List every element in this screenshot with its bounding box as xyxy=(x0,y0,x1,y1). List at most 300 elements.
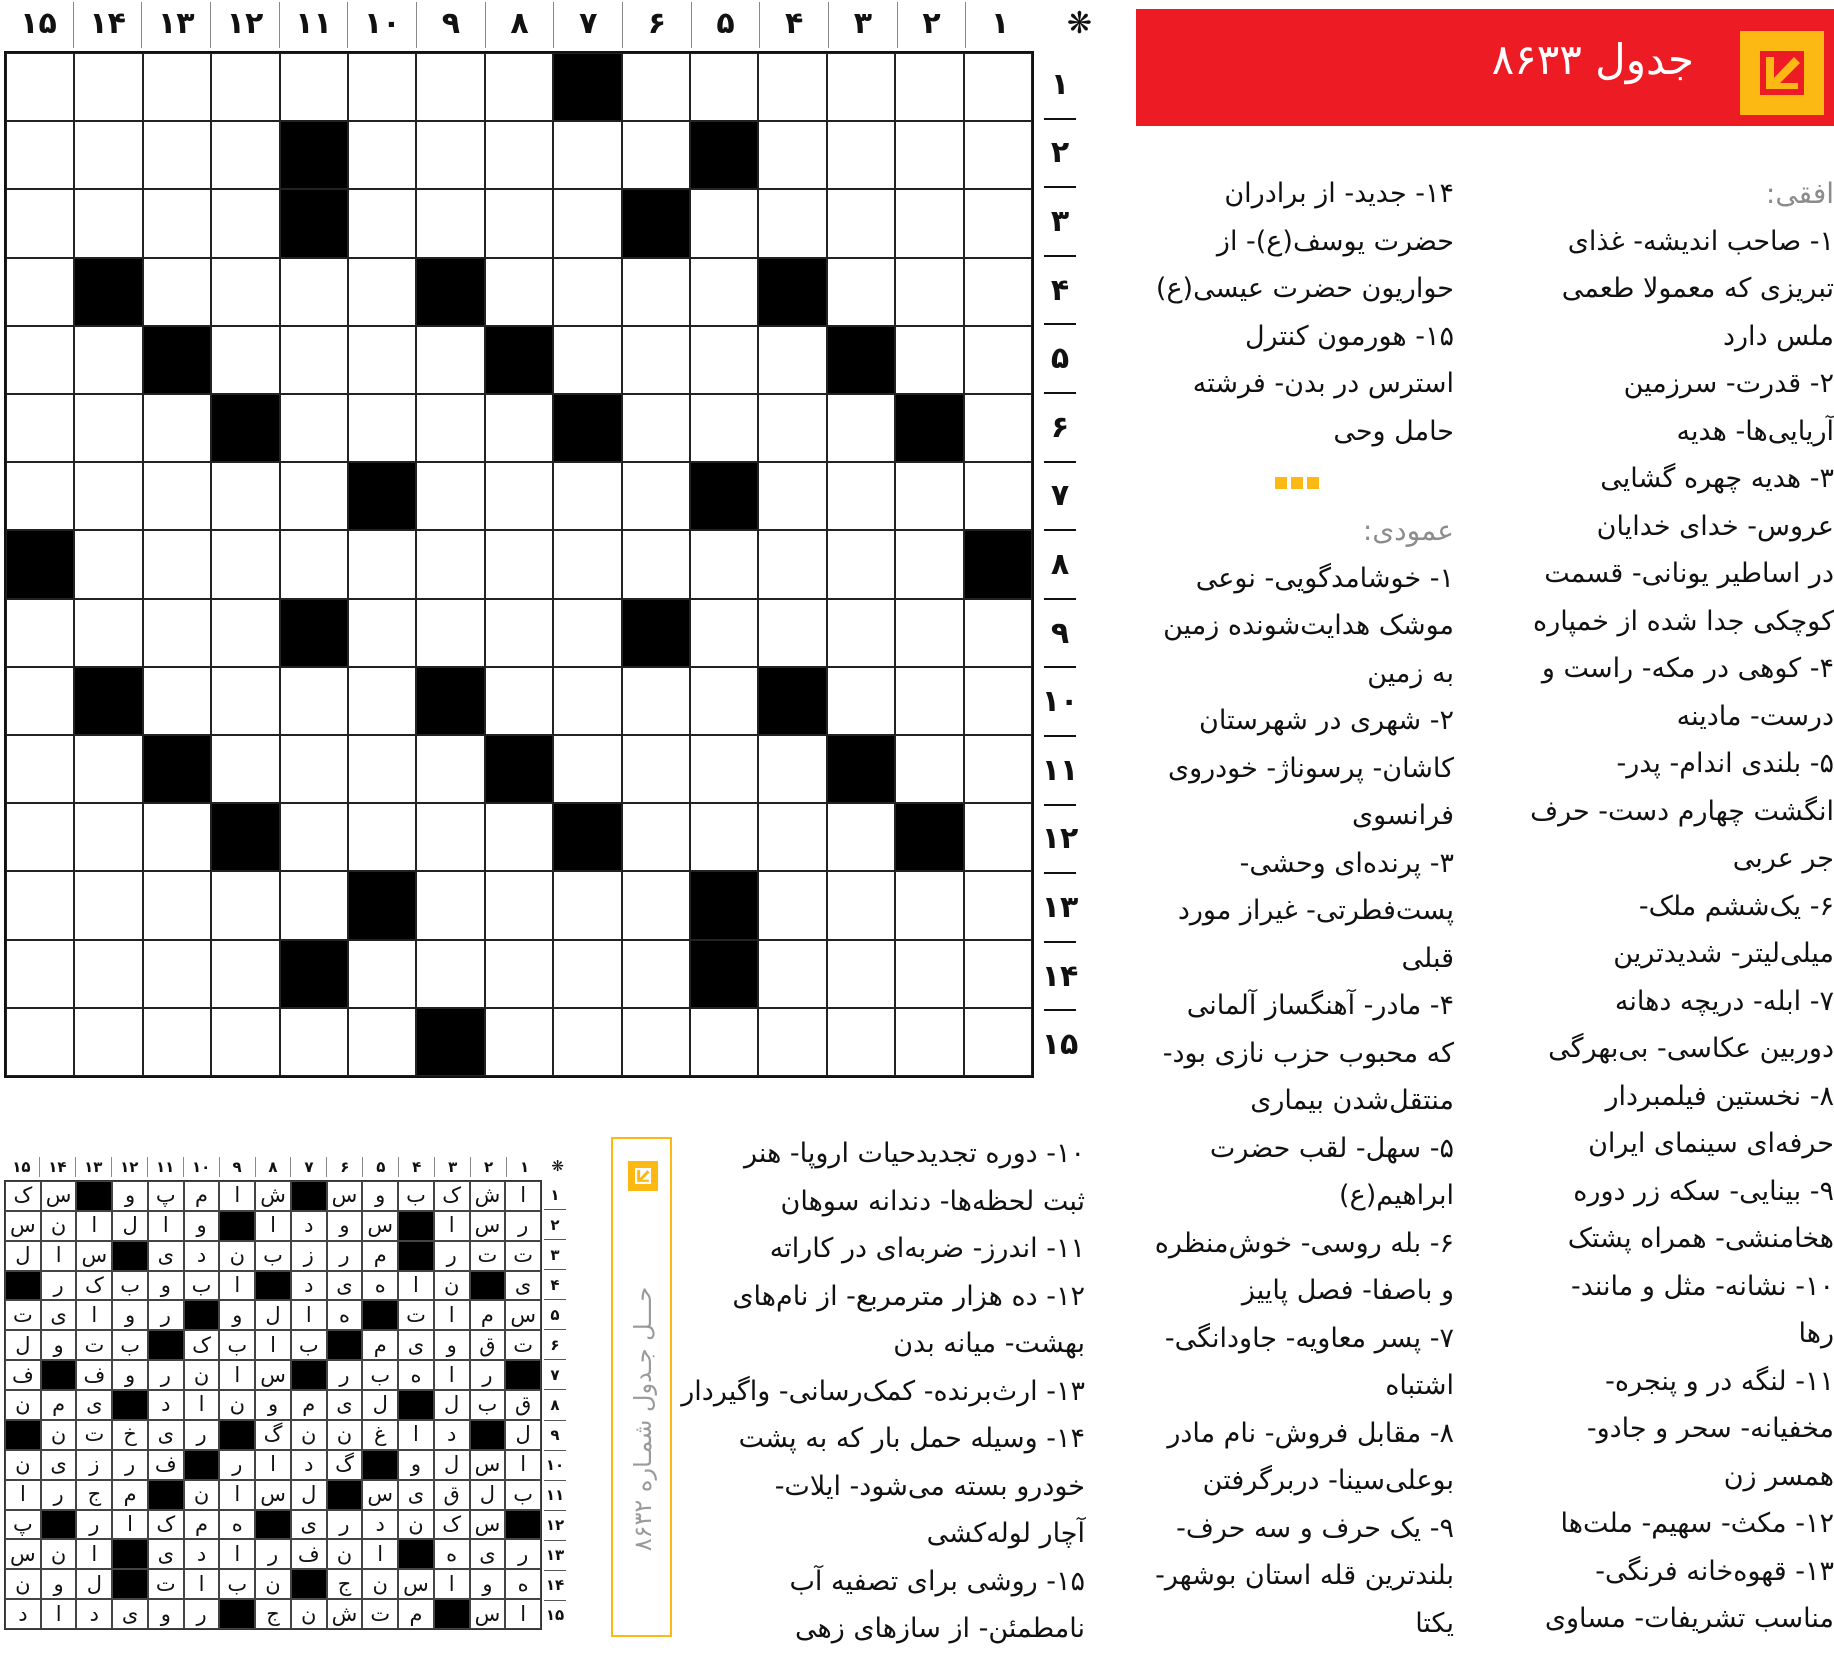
grid-cell[interactable] xyxy=(895,258,963,326)
grid-cell[interactable] xyxy=(690,1008,758,1076)
solution-cell: ن xyxy=(184,1480,220,1510)
grid-cell[interactable] xyxy=(827,667,895,735)
grid-cell[interactable] xyxy=(143,394,211,462)
grid-cell[interactable] xyxy=(690,258,758,326)
grid-cell[interactable] xyxy=(74,530,142,598)
grid-cell[interactable] xyxy=(485,121,553,189)
grid-cell[interactable] xyxy=(74,599,142,667)
grid-cell[interactable] xyxy=(964,803,1032,871)
grid-cell[interactable] xyxy=(553,189,621,257)
grid-cell[interactable] xyxy=(964,189,1032,257)
grid-cell[interactable] xyxy=(758,53,826,121)
grid-cell[interactable] xyxy=(964,121,1032,189)
grid-cell[interactable] xyxy=(964,735,1032,803)
grid-cell[interactable] xyxy=(485,530,553,598)
grid-cell[interactable] xyxy=(622,667,690,735)
grid-cell[interactable] xyxy=(895,189,963,257)
solution-cell: ا xyxy=(505,1450,541,1480)
grid-cell[interactable] xyxy=(6,1008,74,1076)
black-cell xyxy=(348,462,416,530)
grid-cell[interactable] xyxy=(416,735,484,803)
solution-cell: ا xyxy=(255,1211,291,1241)
across-clues-continued xyxy=(1140,170,1454,455)
clue-line: هخامنشی- همراه پشتک xyxy=(1567,1223,1834,1254)
clue-line: ۵- بلندی اندام- پدر- xyxy=(1616,748,1834,779)
grid-cell[interactable] xyxy=(553,871,621,939)
grid-cell[interactable] xyxy=(964,394,1032,462)
black-cell xyxy=(211,803,279,871)
grid-cell[interactable] xyxy=(280,258,348,326)
grid-cell[interactable] xyxy=(827,189,895,257)
row-number: ۶ xyxy=(1044,394,1076,463)
grid-cell[interactable] xyxy=(74,121,142,189)
solution-cell: ا xyxy=(398,1420,434,1450)
grid-cell[interactable] xyxy=(6,599,74,667)
grid-cell[interactable] xyxy=(211,940,279,1008)
black-cell xyxy=(690,121,758,189)
grid-cell[interactable] xyxy=(758,530,826,598)
solution-cell: ر xyxy=(470,1360,506,1390)
grid-cell[interactable] xyxy=(553,258,621,326)
black-cell xyxy=(622,189,690,257)
grid-cell[interactable] xyxy=(416,394,484,462)
solution-cell: ش xyxy=(255,1181,291,1211)
solution-cell: ق xyxy=(470,1330,506,1360)
solution-black-cell xyxy=(291,1360,327,1390)
grid-cell[interactable] xyxy=(622,394,690,462)
grid-cell[interactable] xyxy=(416,462,484,530)
clue-line: کوچکی جدا شده از خمپاره xyxy=(1533,605,1834,637)
column-number: ۶ xyxy=(622,2,691,48)
solution-cell: ل xyxy=(255,1300,291,1330)
grid-cell[interactable] xyxy=(416,326,484,394)
solution-cell: د xyxy=(291,1271,327,1301)
grid-cell[interactable] xyxy=(211,735,279,803)
grid-cell[interactable] xyxy=(758,871,826,939)
solution-cell: ن xyxy=(41,1211,77,1241)
solution-cell: ا xyxy=(219,1181,255,1211)
grid-cell[interactable] xyxy=(690,735,758,803)
solution-cell: ل xyxy=(362,1390,398,1420)
grid-cell[interactable] xyxy=(485,871,553,939)
row-number: ۹ xyxy=(1044,600,1076,669)
grid-cell[interactable] xyxy=(827,462,895,530)
grid-cell[interactable] xyxy=(6,53,74,121)
grid-cell[interactable] xyxy=(895,121,963,189)
grid-cell[interactable] xyxy=(280,871,348,939)
solution-black-cell xyxy=(362,1450,398,1480)
solution-cell: ج xyxy=(327,1569,363,1599)
grid-cell[interactable] xyxy=(143,667,211,735)
solution-cell: ت xyxy=(505,1330,541,1360)
grid-cell[interactable] xyxy=(622,121,690,189)
grid-cell[interactable] xyxy=(143,53,211,121)
grid-cell[interactable] xyxy=(553,667,621,735)
grid-cell[interactable] xyxy=(758,189,826,257)
grid-cell[interactable] xyxy=(6,121,74,189)
solution-cell: ی xyxy=(148,1241,184,1271)
grid-cell[interactable] xyxy=(6,940,74,1008)
grid-cell[interactable] xyxy=(758,121,826,189)
grid-cell[interactable] xyxy=(964,871,1032,939)
solution-row-numbers xyxy=(544,1180,566,1630)
grid-cell[interactable] xyxy=(827,394,895,462)
grid-cell[interactable] xyxy=(690,530,758,598)
grid-cell[interactable] xyxy=(690,189,758,257)
grid-cell[interactable] xyxy=(416,530,484,598)
grid-cell[interactable] xyxy=(416,599,484,667)
clue-line: نامطمئن- از سازهای زهی xyxy=(795,1613,1085,1644)
black-cell xyxy=(895,803,963,871)
grid-cell[interactable] xyxy=(348,189,416,257)
solution-cell: م xyxy=(362,1330,398,1360)
grid-cell[interactable] xyxy=(211,121,279,189)
grid-cell[interactable] xyxy=(143,121,211,189)
solution-cell: ا xyxy=(434,1569,470,1599)
grid-cell[interactable] xyxy=(280,326,348,394)
grid-cell[interactable] xyxy=(690,599,758,667)
solution-black-cell xyxy=(470,1420,506,1450)
grid-cell[interactable] xyxy=(964,53,1032,121)
solution-cell: ا xyxy=(219,1271,255,1301)
grid-cell[interactable] xyxy=(348,394,416,462)
crossword-grid[interactable] xyxy=(4,51,1034,1078)
solution-black-cell xyxy=(184,1300,220,1330)
grid-cell[interactable] xyxy=(416,803,484,871)
solution-cell: ن xyxy=(5,1569,41,1599)
grid-column-numbers xyxy=(4,2,1092,48)
solution-cell: و xyxy=(148,1599,184,1629)
grid-cell[interactable] xyxy=(827,530,895,598)
black-cell xyxy=(895,394,963,462)
solution-cell: ن xyxy=(327,1420,363,1450)
grid-cell[interactable] xyxy=(690,667,758,735)
solution-cell: ت xyxy=(362,1599,398,1629)
black-cell xyxy=(280,189,348,257)
grid-cell[interactable] xyxy=(485,667,553,735)
solution-cell: ی xyxy=(76,1390,112,1420)
grid-cell[interactable] xyxy=(964,599,1032,667)
grid-cell[interactable] xyxy=(143,530,211,598)
grid-cell[interactable] xyxy=(6,667,74,735)
grid-cell[interactable] xyxy=(622,871,690,939)
column-number: ۸ xyxy=(255,1157,291,1177)
grid-cell[interactable] xyxy=(827,1008,895,1076)
grid-cell[interactable] xyxy=(964,667,1032,735)
grid-cell[interactable] xyxy=(143,940,211,1008)
solution-cell: ل xyxy=(5,1330,41,1360)
grid-cell[interactable] xyxy=(758,326,826,394)
black-cell xyxy=(6,530,74,598)
grid-cell[interactable] xyxy=(143,1008,211,1076)
grid-cell[interactable] xyxy=(348,735,416,803)
grid-cell[interactable] xyxy=(211,258,279,326)
grid-cell[interactable] xyxy=(827,258,895,326)
grid-cell[interactable] xyxy=(6,871,74,939)
grid-cell[interactable] xyxy=(485,394,553,462)
solution-cell: ا xyxy=(219,1360,255,1390)
solution-cell: ا xyxy=(76,1539,112,1569)
grid-cell[interactable] xyxy=(690,53,758,121)
grid-cell[interactable] xyxy=(211,530,279,598)
solution-black-cell xyxy=(219,1599,255,1629)
grid-cell[interactable] xyxy=(758,1008,826,1076)
solution-black-cell xyxy=(398,1211,434,1241)
clue-line: ۱۰- دوره تجدیدحیات اروپا- هنر xyxy=(744,1138,1085,1169)
grid-cell[interactable] xyxy=(553,735,621,803)
grid-cell[interactable] xyxy=(485,803,553,871)
solution-cell: و xyxy=(148,1271,184,1301)
solution-cell: ا xyxy=(362,1539,398,1569)
column-number: ۹ xyxy=(219,1157,255,1177)
column-number: ۵ xyxy=(691,2,760,48)
solution-cell: ل xyxy=(434,1390,470,1420)
clue-line: عروس- خدای خدایان xyxy=(1596,510,1834,542)
grid-cell[interactable] xyxy=(348,599,416,667)
grid-cell[interactable] xyxy=(758,940,826,1008)
grid-cell[interactable] xyxy=(895,530,963,598)
grid-cell[interactable] xyxy=(211,599,279,667)
down-clues-continued xyxy=(681,1130,1085,1653)
grid-cell[interactable] xyxy=(280,667,348,735)
grid-cell[interactable] xyxy=(280,735,348,803)
solution-cell: ب xyxy=(362,1360,398,1390)
grid-cell[interactable] xyxy=(348,1008,416,1076)
grid-cell[interactable] xyxy=(348,530,416,598)
solution-cell: ا xyxy=(398,1271,434,1301)
grid-cell[interactable] xyxy=(827,940,895,1008)
solution-cell: ل xyxy=(76,1569,112,1599)
grid-cell[interactable] xyxy=(211,871,279,939)
grid-cell[interactable] xyxy=(74,803,142,871)
clue-line: بهشت- میانه بدن xyxy=(893,1328,1085,1359)
column-number: ۱۰ xyxy=(347,2,416,48)
grid-cell[interactable] xyxy=(280,803,348,871)
grid-cell[interactable] xyxy=(416,940,484,1008)
solution-cell: ر xyxy=(219,1450,255,1480)
grid-cell[interactable] xyxy=(553,121,621,189)
solution-cell: ن xyxy=(41,1539,77,1569)
grid-cell[interactable] xyxy=(348,803,416,871)
grid-cell[interactable] xyxy=(211,189,279,257)
grid-cell[interactable] xyxy=(211,326,279,394)
solution-cell: ر xyxy=(41,1480,77,1510)
grid-cell[interactable] xyxy=(964,462,1032,530)
grid-cell[interactable] xyxy=(280,530,348,598)
grid-cell[interactable] xyxy=(553,940,621,1008)
solution-cell: و xyxy=(255,1390,291,1420)
grid-cell[interactable] xyxy=(416,121,484,189)
grid-cell[interactable] xyxy=(895,53,963,121)
grid-cell[interactable] xyxy=(348,258,416,326)
solution-cell: ر xyxy=(434,1241,470,1271)
grid-cell[interactable] xyxy=(348,326,416,394)
grid-cell[interactable] xyxy=(553,1008,621,1076)
grid-cell[interactable] xyxy=(690,394,758,462)
solution-cell: ف xyxy=(291,1539,327,1569)
grid-cell[interactable] xyxy=(758,803,826,871)
grid-cell[interactable] xyxy=(348,940,416,1008)
clue-line: دوربین عکاسی- بی‌بهرگی xyxy=(1548,1033,1834,1064)
grid-cell[interactable] xyxy=(622,803,690,871)
grid-cell[interactable] xyxy=(143,462,211,530)
grid-cell[interactable] xyxy=(553,326,621,394)
grid-cell[interactable] xyxy=(143,803,211,871)
grid-cell[interactable] xyxy=(74,871,142,939)
solution-cell: و xyxy=(41,1330,77,1360)
grid-cell[interactable] xyxy=(280,53,348,121)
grid-cell[interactable] xyxy=(143,871,211,939)
grid-cell[interactable] xyxy=(74,735,142,803)
solution-cell: ت xyxy=(470,1241,506,1271)
solution-cell: ف xyxy=(5,1360,41,1390)
grid-cell[interactable] xyxy=(485,599,553,667)
header-banner xyxy=(1136,9,1834,126)
grid-cell[interactable] xyxy=(211,1008,279,1076)
grid-cell[interactable] xyxy=(416,189,484,257)
clue-line: ۴- کوهی در مکه- راست و xyxy=(1541,653,1834,684)
grid-cell[interactable] xyxy=(74,394,142,462)
grid-cell[interactable] xyxy=(758,599,826,667)
grid-cell[interactable] xyxy=(211,462,279,530)
grid-cell[interactable] xyxy=(74,189,142,257)
column-number: ۴ xyxy=(398,1157,434,1177)
solution-black-cell xyxy=(398,1241,434,1271)
grid-cell[interactable] xyxy=(143,258,211,326)
grid-cell[interactable] xyxy=(553,530,621,598)
grid-cell[interactable] xyxy=(348,121,416,189)
grid-cell[interactable] xyxy=(74,1008,142,1076)
grid-cell[interactable] xyxy=(895,871,963,939)
solution-black-cell xyxy=(41,1360,77,1390)
grid-cell[interactable] xyxy=(485,189,553,257)
row-number: ۷ xyxy=(544,1360,566,1390)
black-cell xyxy=(485,326,553,394)
solution-cell: ر xyxy=(148,1300,184,1330)
grid-cell[interactable] xyxy=(6,394,74,462)
grid-cell[interactable] xyxy=(485,1008,553,1076)
clue-line: حرفه‌ای سینمای ایران xyxy=(1588,1128,1834,1159)
solution-cell: ی xyxy=(398,1480,434,1510)
grid-cell[interactable] xyxy=(348,53,416,121)
grid-cell[interactable] xyxy=(6,189,74,257)
grid-cell[interactable] xyxy=(211,667,279,735)
grid-cell[interactable] xyxy=(895,326,963,394)
grid-cell[interactable] xyxy=(895,599,963,667)
clue-line: استرس در بدن- فرشته xyxy=(1192,368,1454,399)
grid-cell[interactable] xyxy=(485,940,553,1008)
clue-line: ۸- نخستین فیلمبردار xyxy=(1605,1080,1834,1112)
grid-cell[interactable] xyxy=(827,871,895,939)
clue-line: حواریون حضرت عیسی(ع) xyxy=(1155,273,1454,304)
grid-cell[interactable] xyxy=(827,599,895,667)
grid-cell[interactable] xyxy=(485,258,553,326)
grid-cell[interactable] xyxy=(348,667,416,735)
clue-line: بلندترین قله استان بوشهر- xyxy=(1155,1560,1454,1591)
solution-column-numbers xyxy=(4,1157,564,1177)
grid-cell[interactable] xyxy=(964,1008,1032,1076)
grid-cell[interactable] xyxy=(6,326,74,394)
solution-cell: گ xyxy=(327,1450,363,1480)
grid-cell[interactable] xyxy=(690,803,758,871)
grid-cell[interactable] xyxy=(143,599,211,667)
grid-cell[interactable] xyxy=(553,599,621,667)
grid-cell[interactable] xyxy=(6,258,74,326)
grid-cell[interactable] xyxy=(211,53,279,121)
grid-cell[interactable] xyxy=(622,53,690,121)
grid-cell[interactable] xyxy=(827,803,895,871)
grid-cell[interactable] xyxy=(622,735,690,803)
solution-cell: ن xyxy=(219,1390,255,1420)
grid-cell[interactable] xyxy=(280,1008,348,1076)
grid-cell[interactable] xyxy=(895,462,963,530)
solution-cell: ر xyxy=(184,1599,220,1629)
solution-black-cell xyxy=(255,1271,291,1301)
grid-cell[interactable] xyxy=(964,258,1032,326)
grid-cell[interactable] xyxy=(622,940,690,1008)
grid-cell[interactable] xyxy=(622,530,690,598)
grid-cell[interactable] xyxy=(74,326,142,394)
grid-cell[interactable] xyxy=(622,258,690,326)
solution-cell: ا xyxy=(5,1480,41,1510)
grid-cell[interactable] xyxy=(553,462,621,530)
grid-cell[interactable] xyxy=(280,462,348,530)
grid-cell[interactable] xyxy=(74,462,142,530)
row-number: ۱۵ xyxy=(545,1606,565,1625)
grid-cell[interactable] xyxy=(690,326,758,394)
solution-cell: ا xyxy=(434,1360,470,1390)
solution-cell: ا xyxy=(505,1181,541,1211)
grid-cell[interactable] xyxy=(485,462,553,530)
grid-cell[interactable] xyxy=(416,871,484,939)
grid-cell[interactable] xyxy=(6,462,74,530)
grid-cell[interactable] xyxy=(827,121,895,189)
grid-cell[interactable] xyxy=(622,1008,690,1076)
grid-cell[interactable] xyxy=(758,735,826,803)
solution-cell: خ xyxy=(112,1420,148,1450)
three-dots-icon xyxy=(1140,477,1454,489)
black-cell xyxy=(758,667,826,735)
grid-cell[interactable] xyxy=(827,53,895,121)
grid-cell[interactable] xyxy=(622,326,690,394)
grid-cell[interactable] xyxy=(74,940,142,1008)
solution-cell: و xyxy=(470,1569,506,1599)
grid-cell[interactable] xyxy=(6,803,74,871)
grid-cell[interactable] xyxy=(416,53,484,121)
grid-cell[interactable] xyxy=(758,394,826,462)
clue-line: همسر زن xyxy=(1723,1460,1834,1492)
solution-cell: ک xyxy=(5,1181,41,1211)
solution-cell: ی xyxy=(148,1539,184,1569)
grid-cell[interactable] xyxy=(895,940,963,1008)
grid-cell[interactable] xyxy=(280,394,348,462)
grid-cell[interactable] xyxy=(895,1008,963,1076)
grid-cell[interactable] xyxy=(964,940,1032,1008)
grid-cell[interactable] xyxy=(758,462,826,530)
grid-cell[interactable] xyxy=(485,53,553,121)
grid-cell[interactable] xyxy=(143,189,211,257)
grid-cell[interactable] xyxy=(964,326,1032,394)
grid-cell[interactable] xyxy=(622,462,690,530)
grid-cell[interactable] xyxy=(6,735,74,803)
column-number: ۷ xyxy=(553,2,622,48)
grid-cell[interactable] xyxy=(895,667,963,735)
clue-line: موشک هدایت‌شونده زمین xyxy=(1163,610,1454,641)
clue-line: خودرو بسته می‌شود- ایلات- xyxy=(774,1470,1085,1502)
grid-cell[interactable] xyxy=(895,735,963,803)
solution-label: حـــل جـدول شمـاره ۸۶۳۲ xyxy=(629,1286,657,1552)
grid-cell[interactable] xyxy=(74,53,142,121)
